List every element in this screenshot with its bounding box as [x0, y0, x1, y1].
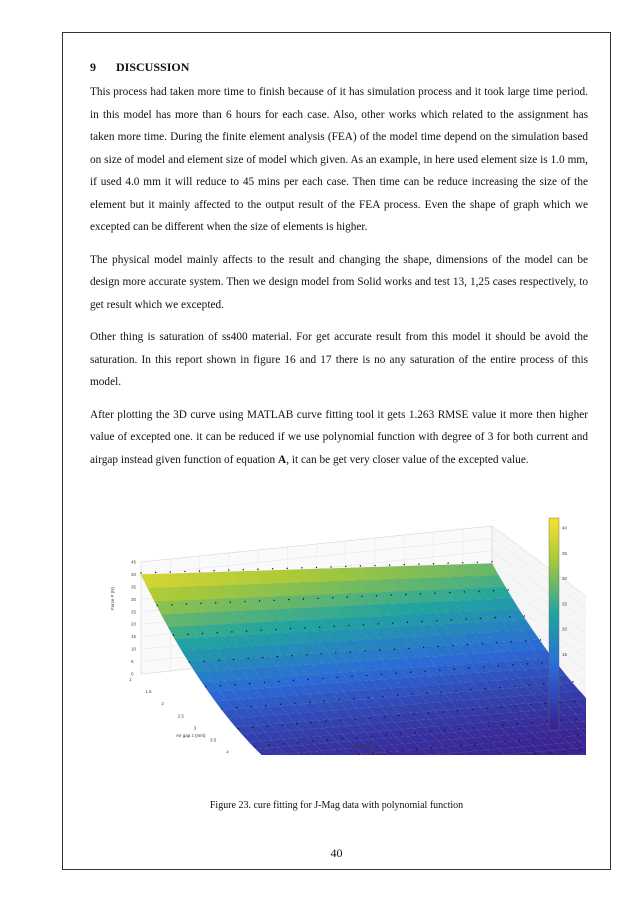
z-tick-label: 25: [131, 609, 137, 615]
data-point: [546, 721, 547, 722]
data-point: [543, 683, 544, 684]
z-tick-label: 30: [131, 596, 137, 602]
data-point: [306, 654, 307, 655]
data-point: [447, 563, 448, 564]
z-tick-label: 35: [131, 584, 137, 590]
data-point: [296, 723, 297, 724]
data-point: [170, 571, 171, 572]
data-point: [155, 572, 156, 573]
data-point: [369, 717, 370, 718]
paragraph-text-end: , it can be get very closer value of the excepted value.: [286, 453, 529, 466]
data-point: [356, 737, 357, 738]
z-tick-label: 15: [131, 634, 137, 640]
data-point: [360, 565, 361, 566]
colorbar-tick-label: 0: [562, 727, 565, 733]
data-point: [379, 649, 380, 650]
colorbar-tick-label: 30: [562, 576, 568, 582]
data-point: [288, 599, 289, 600]
data-point: [171, 604, 172, 605]
colorbar-tick-label: 15: [562, 651, 568, 657]
data-point: [319, 626, 320, 627]
data-point: [334, 626, 335, 627]
data-point: [533, 738, 534, 739]
data-point: [519, 740, 520, 741]
data-point: [402, 750, 403, 751]
data-point: [312, 741, 313, 742]
data-point: [384, 716, 385, 717]
data-point: [332, 597, 333, 598]
data-point: [489, 742, 490, 743]
data-point: [376, 595, 377, 596]
data-point: [387, 751, 388, 752]
data-point: [157, 605, 158, 606]
data-point: [311, 722, 312, 723]
data-point: [577, 735, 578, 736]
data-point: [423, 647, 424, 648]
data-point: [564, 751, 565, 752]
data-point: [293, 680, 294, 681]
data-point: [290, 628, 291, 629]
data-point: [340, 720, 341, 721]
data-point: [428, 712, 429, 713]
data-point: [398, 715, 399, 716]
data-point: [465, 618, 466, 619]
data-point: [445, 746, 446, 747]
data-point: [205, 686, 206, 687]
data-point: [324, 700, 325, 701]
data-point: [317, 598, 318, 599]
data-point: [429, 731, 430, 732]
data-point: [524, 615, 525, 616]
data-point: [579, 749, 580, 750]
data-point: [337, 677, 338, 678]
data-point: [517, 723, 518, 724]
data-point: [494, 617, 495, 618]
z-tick-label: 0: [131, 671, 134, 677]
data-point: [433, 563, 434, 564]
data-point: [575, 718, 576, 719]
data-point: [470, 689, 471, 690]
data-point: [230, 601, 231, 602]
data-point: [442, 711, 443, 712]
data-point: [548, 737, 549, 738]
data-point: [251, 706, 252, 707]
z-tick-label: 10: [131, 646, 137, 652]
data-point: [247, 658, 248, 659]
data-point: [363, 624, 364, 625]
data-point: [278, 681, 279, 682]
data-point: [348, 625, 349, 626]
data-point: [504, 741, 505, 742]
data-point: [508, 589, 509, 590]
data-point: [189, 661, 190, 662]
data-point: [215, 602, 216, 603]
x-axis-label: Air gap z (mm): [176, 733, 206, 738]
data-point: [416, 749, 417, 750]
data-point: [267, 726, 268, 727]
discussion-section: [90, 58, 588, 481]
data-point: [338, 699, 339, 700]
data-point: [252, 727, 253, 728]
data-point: [268, 744, 269, 745]
data-point: [274, 600, 275, 601]
z-tick-label: 5: [131, 659, 134, 665]
data-point: [358, 754, 359, 755]
z-tick-label: 45: [131, 559, 137, 565]
data-point: [420, 593, 421, 594]
data-point: [200, 603, 201, 604]
data-point: [294, 703, 295, 704]
z-tick-label: 40: [131, 571, 137, 577]
paragraph-saturation: Other thing is saturation of ss400 material. For get accurate result from this model it should be avoid the saturation. In this report shown in figure 16 and 17 there is no any saturation of the entire process of this model.: [90, 331, 588, 388]
data-point: [264, 682, 265, 683]
z-axis-label: Force F (N): [110, 587, 115, 610]
data-point: [243, 569, 244, 570]
data-point: [231, 631, 232, 632]
data-point: [527, 663, 528, 664]
data-point: [351, 676, 352, 677]
data-point: [304, 627, 305, 628]
data-point: [345, 566, 346, 567]
data-point: [321, 653, 322, 654]
data-point: [559, 702, 560, 703]
data-point: [511, 641, 512, 642]
data-point: [410, 672, 411, 673]
data-point: [218, 660, 219, 661]
data-point: [462, 562, 463, 563]
data-point: [307, 679, 308, 680]
data-point: [426, 692, 427, 693]
data-point: [405, 594, 406, 595]
data-point: [438, 646, 439, 647]
data-point: [301, 567, 302, 568]
data-point: [368, 697, 369, 698]
data-point: [140, 572, 141, 573]
data-point: [468, 667, 469, 668]
data-point: [221, 708, 222, 709]
x-tick-label: 3: [193, 725, 197, 731]
data-point: [452, 645, 453, 646]
data-point: [431, 747, 432, 748]
data-point: [572, 681, 573, 682]
data-point: [457, 710, 458, 711]
data-point: [204, 661, 205, 662]
data-point: [287, 568, 288, 569]
data-point: [472, 709, 473, 710]
data-point: [460, 745, 461, 746]
data-point: [254, 746, 255, 747]
data-point: [549, 752, 550, 753]
data-point: [532, 722, 533, 723]
data-point: [361, 596, 362, 597]
data-point: [408, 648, 409, 649]
data-point: [381, 674, 382, 675]
data-point: [217, 632, 218, 633]
data-point: [184, 571, 185, 572]
data-point: [173, 634, 174, 635]
data-point: [421, 621, 422, 622]
data-point: [372, 752, 373, 753]
data-point: [413, 714, 414, 715]
data-point: [499, 687, 500, 688]
data-point: [498, 665, 499, 666]
data-point: [418, 563, 419, 564]
z-tick-label: 20: [131, 621, 137, 627]
data-point: [501, 706, 502, 707]
surface-plot: [96, 510, 586, 755]
data-point: [238, 728, 239, 729]
data-point: [436, 620, 437, 621]
data-point: [377, 623, 378, 624]
colorbar-tick-label: 20: [562, 626, 568, 632]
data-point: [464, 591, 465, 592]
data-point: [350, 651, 351, 652]
data-point: [514, 686, 515, 687]
data-point: [441, 691, 442, 692]
data-point: [260, 630, 261, 631]
data-point: [415, 732, 416, 733]
data-point: [382, 696, 383, 697]
data-point: [283, 743, 284, 744]
data-point: [475, 743, 476, 744]
data-point: [444, 729, 445, 730]
data-point: [322, 678, 323, 679]
data-point: [541, 662, 542, 663]
data-point: [213, 570, 214, 571]
colorbar-tick-label: 10: [562, 677, 568, 683]
paragraph-time: This process had taken more time to finish because of it has simulation process and it took large time period. in this model has more than 6 hours for each case. Also, other works which related to the assignment has taken more time. During the finite element analysis (FEA) of the model time depend on the simulation based on size of model and element size of model which given. As an example, in here used element size is 1.0 mm, if used 4.0 mm it will reduce to 45 mins per each case. Then time can be reduce increasing the size of the element but it mainly affected to the output result of the FEA process. Even the shape of graph which we excepted can be different when the size of elements is higher.: [90, 86, 588, 233]
x-tick-label: 3.5: [210, 737, 217, 743]
data-point: [236, 707, 237, 708]
colorbar-tick-label: 5: [562, 702, 565, 708]
data-point: [493, 590, 494, 591]
data-point: [407, 622, 408, 623]
y-axis-label: Current I (A): [354, 744, 379, 749]
data-point: [220, 685, 221, 686]
section-heading: [90, 58, 588, 76]
data-point: [335, 652, 336, 653]
data-point: [366, 675, 367, 676]
data-point: [228, 569, 229, 570]
data-point: [391, 594, 392, 595]
data-point: [234, 684, 235, 685]
data-point: [451, 619, 452, 620]
equation-label: A: [278, 453, 287, 466]
data-point: [397, 695, 398, 696]
figure-caption: Figure 23. cure fitting for J-Mag data with polynomial function: [209, 800, 464, 811]
data-point: [281, 724, 282, 725]
data-point: [374, 565, 375, 566]
page-number: 40: [330, 846, 343, 860]
data-point: [545, 703, 546, 704]
data-point: [562, 736, 563, 737]
x-tick-label: 4: [226, 749, 229, 755]
colorbar-tick-label: 25: [562, 601, 568, 607]
data-point: [371, 736, 372, 737]
data-point: [309, 701, 310, 702]
data-point: [424, 670, 425, 671]
data-point: [202, 633, 203, 634]
data-point: [488, 726, 489, 727]
data-point: [561, 720, 562, 721]
data-point: [404, 564, 405, 565]
section-number: 9: [90, 60, 96, 74]
paragraph-text-start: After plotting the 3D curve using MATLAB curve fitting tool it gets 1.263 RMSE value it more then higher value of excepted one. it can be reduced if we use polynomial function with degree of 3 for both current and airgap instead given function of equation: [90, 408, 588, 466]
x-tick-label: 2.5: [177, 713, 184, 719]
data-point: [280, 704, 281, 705]
data-point: [496, 642, 497, 643]
data-point: [439, 669, 440, 670]
data-point: [187, 634, 188, 635]
data-point: [265, 705, 266, 706]
data-point: [535, 753, 536, 754]
data-point: [259, 600, 260, 601]
data-point: [330, 566, 331, 567]
colorbar: [549, 518, 559, 730]
data-point: [411, 694, 412, 695]
data-point: [395, 673, 396, 674]
data-point: [327, 739, 328, 740]
surface-plot-figure: [96, 510, 586, 755]
data-point: [347, 596, 348, 597]
data-point: [483, 666, 484, 667]
data-point: [480, 618, 481, 619]
data-point: [353, 698, 354, 699]
data-point: [277, 656, 278, 657]
colorbar-tick-label: 35: [562, 550, 568, 556]
data-point: [540, 639, 541, 640]
data-point: [262, 657, 263, 658]
data-point: [525, 640, 526, 641]
data-point: [486, 708, 487, 709]
data-point: [341, 738, 342, 739]
data-point: [186, 603, 187, 604]
data-point: [392, 622, 393, 623]
data-point: [502, 725, 503, 726]
paragraph-curve-fitting: [90, 404, 588, 472]
data-point: [467, 644, 468, 645]
data-point: [355, 718, 356, 719]
data-point: [389, 564, 390, 565]
data-point: [528, 685, 529, 686]
data-point: [394, 649, 395, 650]
data-point: [249, 683, 250, 684]
section-title: DISCUSSION: [116, 60, 190, 74]
data-point: [491, 561, 492, 562]
data-point: [515, 705, 516, 706]
x-tick-label: 2: [161, 701, 164, 707]
x-tick-label: 1: [129, 677, 132, 682]
data-point: [291, 655, 292, 656]
data-point: [246, 630, 247, 631]
z-axis-ticks: [131, 560, 137, 677]
data-point: [512, 664, 513, 665]
data-point: [485, 688, 486, 689]
data-point: [574, 701, 575, 702]
data-point: [458, 728, 459, 729]
data-point: [385, 734, 386, 735]
data-point: [303, 598, 304, 599]
data-point: [244, 601, 245, 602]
data-point: [199, 570, 200, 571]
data-point: [272, 568, 273, 569]
data-point: [400, 733, 401, 734]
data-point: [233, 659, 234, 660]
data-point: [530, 704, 531, 705]
data-point: [364, 650, 365, 651]
data-point: [478, 591, 479, 592]
data-point: [454, 668, 455, 669]
data-point: [481, 643, 482, 644]
data-point: [434, 593, 435, 594]
data-point: [455, 690, 456, 691]
data-point: [316, 567, 317, 568]
colorbar-tick-label: 40: [562, 525, 568, 531]
data-point: [275, 629, 276, 630]
x-tick-label: 1.5: [145, 689, 152, 695]
paragraph-physical-model: The physical model mainly affects to the result and changing the shape, dimensions of the model can be design more accurate system. Then we design model from Solid works and test 13, 1,25 cases respectively, to get result which we excepted.: [90, 253, 588, 311]
data-point: [298, 742, 299, 743]
data-point: [449, 592, 450, 593]
data-point: [257, 569, 258, 570]
data-point: [325, 721, 326, 722]
data-point: [477, 562, 478, 563]
data-point: [509, 616, 510, 617]
data-point: [473, 727, 474, 728]
